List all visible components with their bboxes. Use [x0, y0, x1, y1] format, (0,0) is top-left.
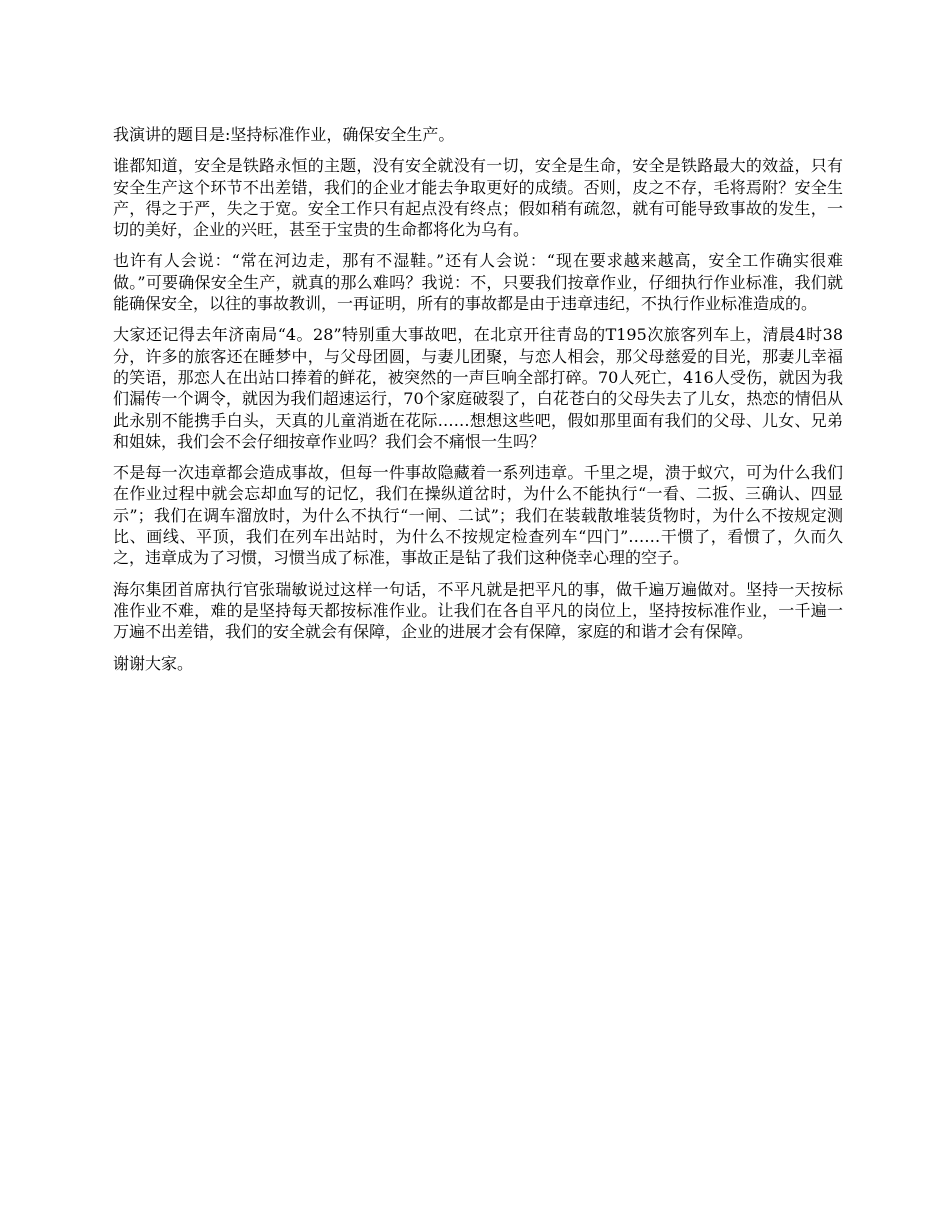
body-paragraph-accident: 大家还记得去年济南局“4。28”特别重大事故吧，在北京开往青岛的T195次旅客列车上，清晨4时38分，许多的旅客还在睡梦中，与父母团圆，与妻儿团聚，与恋人相会，那父母慈爱的目光，那妻儿幸福的笑语，那恋人在出站口捧着的鲜花，被突然的一声巨响全部打碎。70人死亡，416人受伤，就因为我们漏传一个调令，就因为我们超速运行，70个家庭破裂了，白花苍白的父母失去了儿女，热恋的情侣从此永别不能携手白头，天真的儿童消逝在花际……想想这些吧，假如那里面有我们的父母、儿女、兄弟和姐妹，我们会不会仔细按章作业吗？我们会不痛恨一生吗？ [113, 325, 843, 451]
body-paragraph-safety-theme: 谁都知道，安全是铁路永恒的主题，没有安全就没有一切，安全是生命，安全是铁路最大的效益，只有安全生产这个环节不出差错，我们的企业才能去争取更好的成绩。否则，皮之不存，毛将焉附？安全生产，得之于严，失之于宽。安全工作只有起点没有终点；假如稍有疏忽，就有可能导致事故的发生，一切的美好，企业的兴旺，甚至于宝贵的生命都将化为乌有。 [113, 156, 843, 240]
body-paragraph-standard-work: 也许有人会说：“常在河边走，那有不湿鞋。”还有人会说：“现在要求越来越高，安全工作确实很难做。”可要确保安全生产，就真的那么难吗？我说：不，只要我们按章作业，仔细执行作业标准，我们就能确保安全，以往的事故教训，一再证明，所有的事故都是由于违章违纪，不执行作业标准造成的。 [113, 251, 843, 314]
speech-title-paragraph: 我演讲的题目是:坚持标准作业，确保安全生产。 [113, 125, 455, 144]
closing-paragraph: 谢谢大家。 [113, 653, 194, 673]
document-body [113, 124, 843, 684]
body-paragraph-haier-quote: 海尔集团首席执行官张瑞敏说过这样一句话，不平凡就是把平凡的事，做千遍万遍做对。坚持一天按标准作业不难，难的是坚持每天都按标准作业。让我们在各自平凡的岗位上，坚持按标准作业，一千遍一万遍不出差错，我们的安全就会有保障，企业的进展才会有保障，家庭的和谐才会有保障。 [113, 579, 843, 642]
body-paragraph-violations: 不是每一次违章都会造成事故，但每一件事故隐藏着一系列违章。千里之堤，溃于蚁穴，可为什么我们在作业过程中就会忘却血写的记忆，我们在操纵道岔时，为什么不能执行“一看、二扳、三确认、四显示”；我们在调车溜放时，为什么不执行“一闸、二试”；我们在装载散堆装货物时，为什么不按规定测比、画线、平顶，我们在列车出站时，为什么不按规定检查列车“四门”……干惯了，看惯了，久而久之，违章成为了习惯，习惯当成了标准，事故正是钻了我们这种侥幸心理的空子。 [113, 463, 843, 568]
